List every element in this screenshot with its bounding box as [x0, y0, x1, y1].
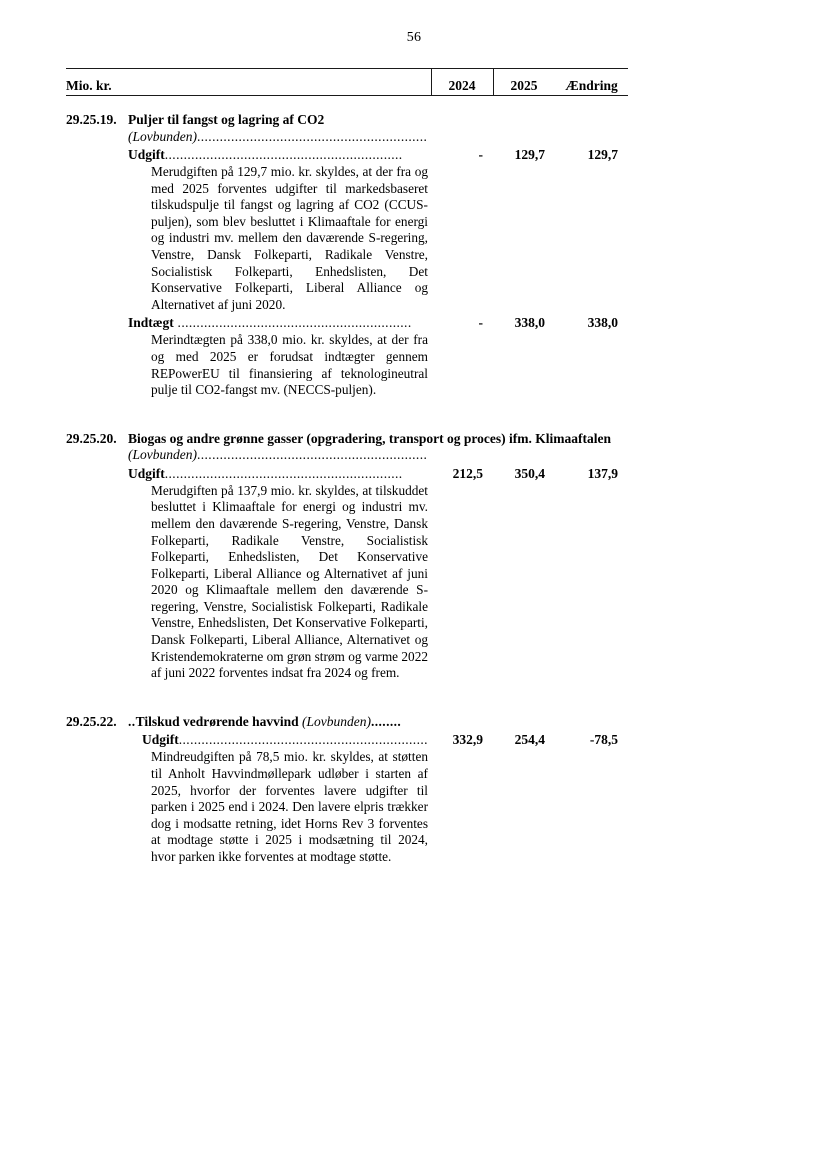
cell-aendring: 137,9 — [587, 465, 618, 481]
entry-subtitle-text: (Lovbunden) — [128, 447, 197, 463]
table-header — [66, 68, 628, 98]
entry-heading — [66, 714, 628, 731]
header-rule-top — [66, 68, 628, 69]
row-paragraph: Mindreudgiften på 78,5 mio. kr. skyldes, at støtten til Anholt Havvindmøllepark udløber i starten af 2025, hvorfor der forventes lavere udgifter til parken i 2025 end i 2024. Den lavere elpris trækker dog i modsatte retning, idet Horns Rev 3 forventes at modtage støtte i 2025 i modsætning til 2024, hvor parken ikke forventes at modtage støtte. — [151, 749, 428, 864]
entry-spacer — [66, 399, 628, 417]
entry-heading — [66, 431, 628, 448]
budget-table — [66, 68, 628, 866]
row-label — [142, 731, 431, 748]
cell-2025: 129,7 — [514, 147, 545, 162]
entry-number: 29.25.22. — [66, 713, 117, 729]
table-row — [66, 465, 628, 482]
entry-spacer — [66, 682, 628, 700]
row-label-dots: .............................................................. — [173, 315, 412, 331]
entry-subtitle — [128, 129, 428, 146]
cell-2024: 212,5 — [452, 465, 483, 481]
cell-2025: 338,0 — [514, 315, 545, 331]
budget-entry — [66, 112, 628, 399]
row-paragraph: Merindtægten på 338,0 mio. kr. skyldes, at der fra og med 2025 er forudsat indtægter gennem REPowerEU til finansiering af teknologineutral pulje til CO2-fangst mv. (NECCS-puljen). — [151, 332, 428, 398]
row-label — [128, 146, 431, 163]
column-header-unit: Mio. kr. — [66, 78, 112, 93]
cell-2024: - — [478, 315, 483, 331]
entry-title-trailing-dots: ........ — [370, 713, 402, 729]
row-paragraph: Merudgiften på 129,7 mio. kr. skyldes, at der fra og med 2025 forventes udgifter til markedsbaseret tilskudspulje til fangst og lagring af CO2 (CCUS-puljen), som blev besluttet i Klimaaftale for energi og industri mv. mellem den daværende S-regering, Venstre, Dansk Folkeparti, Radikale Venstre, Socialistisk Folkeparti, Enhedslisten, Det Konservative Folkeparti, Liberal Alliance og Alternativet af juni 2020. — [151, 164, 428, 312]
entry-heading — [66, 112, 628, 129]
cell-2025: 254,4 — [514, 732, 545, 748]
entry-number: 29.25.20. — [66, 430, 117, 446]
cell-aendring: 129,7 — [587, 147, 618, 162]
row-label — [128, 465, 431, 482]
table-row — [66, 731, 628, 748]
entry-title-text: Tilskud vedrørende havvind — [135, 713, 299, 729]
table-row — [66, 314, 628, 331]
entry-subtitle-dots: ............................................................. — [196, 128, 428, 144]
entry-subtitle-text: (Lovbunden) — [128, 128, 197, 144]
column-header-2024: 2024 — [448, 78, 476, 93]
entry-title: Puljer til fangst og lagring af CO2 — [128, 112, 325, 127]
entry-title: Biogas og andre grønne gasser (opgradering, transport og proces) ifm. Klimaaftalen — [128, 430, 611, 446]
column-header-aendring: Ændring — [565, 78, 618, 93]
row-label-text: Indtægt — [128, 315, 174, 331]
cell-2024: - — [478, 147, 483, 162]
entry-subtitle-dots: ............................................................. — [196, 447, 428, 463]
row-label-text: Udgift — [142, 732, 179, 748]
row-paragraph: Merudgiften på 137,9 mio. kr. skyldes, at tilskuddet besluttet i Klimaaftale for energi og industri mv. mellem den daværende S-regering, Venstre, Dansk Folkeparti, Radikale Venstre, Socialistisk Folkeparti, Enhedslisten, Det Konservative Folkeparti, Liberal Alliance og Alternativet af juni 2020 og Klimaaftale mellem den daværende S-regering, Venstre, Socialistisk Folkeparti, Radikale Venstre, Enhedslisten, Det Konservative Folkeparti, Dansk Folkeparti, Liberal Alliance, Alternativet og Kristendemokraterne om grøn strøm og varme 2022 af juni 2022 forventes indsat fra 2024 og frem. — [151, 482, 428, 681]
row-label-text: Udgift — [128, 147, 165, 162]
cell-aendring: -78,5 — [589, 732, 618, 748]
table-row — [66, 146, 628, 163]
column-header-2025: 2025 — [510, 78, 538, 93]
entry-title-leading-dots: .. — [128, 713, 136, 729]
cell-2024: 332,9 — [452, 732, 483, 748]
entry-title-law-note: (Lovbunden) — [302, 713, 371, 729]
row-label-dots: ............................................................... — [164, 465, 403, 481]
row-label-dots: ............................................................... — [164, 147, 403, 162]
row-label-dots: .................................................................. — [178, 732, 428, 748]
cell-2025: 350,4 — [514, 465, 545, 481]
row-label — [128, 314, 431, 331]
cell-aendring: 338,0 — [587, 315, 618, 331]
budget-entry — [66, 714, 628, 866]
entry-subtitle — [128, 447, 428, 464]
header-rule-bottom — [66, 95, 628, 96]
entry-number: 29.25.19. — [66, 112, 117, 127]
budget-entry — [66, 431, 628, 682]
entry-title — [128, 714, 401, 729]
page-number: 56 — [406, 30, 422, 45]
row-label-text: Udgift — [128, 465, 165, 481]
